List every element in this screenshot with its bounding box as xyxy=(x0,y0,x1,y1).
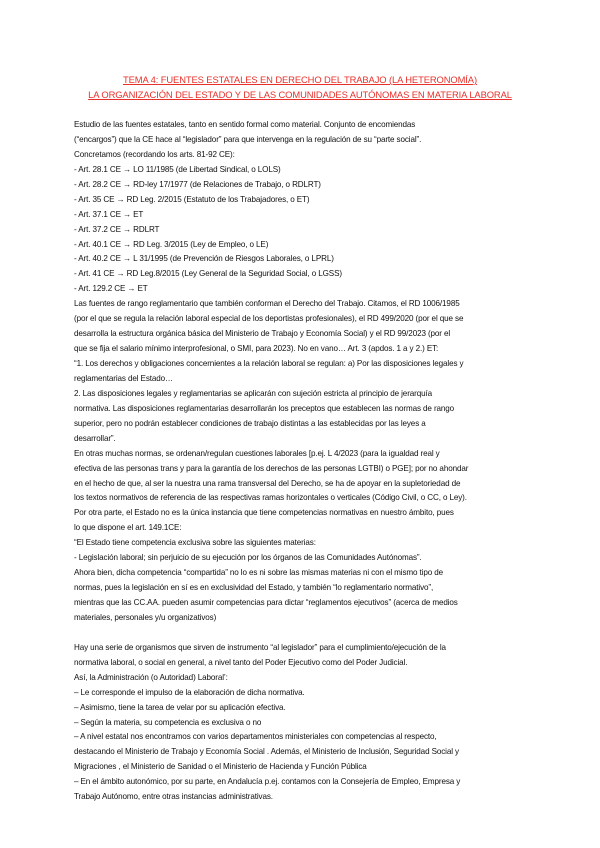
text-line: – Según la materia, su competencia es exclusiva o no xyxy=(74,717,262,727)
text-line: Ahora bien, dicha competencia “compartida” no lo es ni sobre las mismas materias ni con el mismo tipo de xyxy=(74,568,444,578)
text-line: materiales, personales y/u organizativos) xyxy=(74,612,217,622)
paragraph-block-sources xyxy=(74,118,534,626)
text-line: mientras que las CC.AA. pueden asumir competencias para dictar “reglamentos ejecutivos” (acerca de medios xyxy=(74,598,458,607)
topic-subtitle: LA ORGANIZACIÓN DEL ESTADO Y DE LAS COMUNIDADES AUTÓNOMAS EN MATERIA LABORAL xyxy=(88,89,512,100)
text-line: normativa. Las disposiciones reglamentarias desarrollarán los preceptos que establecen las normas de rango xyxy=(74,403,455,413)
text-line: que se fija el salario mínimo interprofesional, o SMI, para 2023). No en vano… Art. 3 (apdos. 1 a y 2.) ET: xyxy=(74,344,439,354)
text-line: En otras muchas normas, se ordenan/regulan cuestiones laborales [p.ej. L 4/2023 (para la igualdad real y xyxy=(74,448,440,458)
text-line: - Art. 40.1 CE → RD Leg. 3/2015 (Ley de Empleo, o LE) xyxy=(74,239,269,249)
text-line: Concretamos (recordando los arts. 81-92 CE): xyxy=(74,149,235,159)
text-line: - Art. 40.2 CE → L 31/1995 (de Prevención de Riesgos Laborales, o LPRL) xyxy=(74,254,334,264)
text-line: los textos normativos de referencia de las respectivas ramas horizontales o verticales (Código Civil, o CC, o Ley). xyxy=(74,493,467,503)
text-line: (por el que se regula la relación laboral especial de los deportistas profesionales), el RD 499/2020 (por el que se xyxy=(74,314,464,324)
text-line: - Art. 37.2 CE → RDLRT xyxy=(74,224,160,234)
text-line: normas, pues la legislación en sí es en exclusividad del Estado, y también “lo reglamentario normativo”, xyxy=(74,583,434,593)
text-line: Por otra parte, el Estado no es la única instancia que tiene competencias normativas en nuestro ámbito, pues xyxy=(74,508,454,518)
text-line: Estudio de las fuentes estatales, tanto en sentido formal como material. Conjunto de encomiendas xyxy=(74,120,416,129)
paragraph-block-administration xyxy=(74,641,534,805)
text-line: destacando el Ministerio de Trabajo y Economía Social . Además, el Ministerio de Inclusión, Seguridad Social y xyxy=(74,747,459,757)
text-line: 2. Las disposiciones legales y reglamentarias se aplicarán con sujeción estricta al principio de jerarquía xyxy=(74,388,432,398)
text-line: (“encargos”) que la CE hace al “legislador” para que intervenga en la regulación de su “parte social”. xyxy=(74,134,422,144)
text-line: - Art. 35 CE → RD Leg. 2/2015 (Estatuto de los Trabajadores, o ET) xyxy=(74,194,310,204)
text-line: en el hecho de que, al ser la nuestra una rama transversal del Derecho, se ha de apoyar en la supletoriedad de xyxy=(74,478,461,488)
text-line: Migraciones , el Ministerio de Sanidad o el Ministerio de Hacienda y Función Pública xyxy=(74,762,367,772)
text-line: – En el ámbito autonómico, por su parte, en Andalucía p.ej. contamos con la Consejería de Empleo, Empresa y xyxy=(74,777,461,787)
text-line: – A nivel estatal nos encontramos con varios departamentos ministeriales con competencias al respecto, xyxy=(74,732,437,742)
document-body xyxy=(74,118,534,805)
text-line: superior, pero no podrán establecer condiciones de trabajo distintas a las establecidas por las leyes a xyxy=(74,418,426,428)
text-line: - Art. 41 CE → RD Leg.8/2015 (Ley General de la Seguridad Social, o LGSS) xyxy=(74,269,342,279)
text-line: desarrolla la estructura orgánica básica del Ministerio de Trabajo y Economía Social) y el RD 99/2023 (por el xyxy=(74,329,451,339)
text-line: - Legislación laboral; sin perjuicio de su ejecución por los órganos de las Comunidades Autónomas”. xyxy=(74,553,422,563)
text-line: reglamentarias del Estado… xyxy=(74,373,174,383)
text-line: desarrollar”. xyxy=(74,433,116,443)
text-line: Así, la Administración (o Autoridad) Laboral’: xyxy=(74,672,228,682)
text-line: lo que dispone el art. 149.1CE: xyxy=(74,523,182,533)
text-line: - Art. 28.1 CE → LO 11/1985 (de Libertad Sindical, o LOLS) xyxy=(74,164,281,174)
text-line: Trabajo Autónomo, entre otras instancias administrativas. xyxy=(74,792,273,802)
paragraph-gap xyxy=(74,626,534,641)
text-line: – Le corresponde el impulso de la elaboración de dicha normativa. xyxy=(74,687,305,697)
text-line: – Asimismo, tiene la tarea de velar por su aplicación efectiva. xyxy=(74,702,286,712)
topic-title: TEMA 4: FUENTES ESTATALES EN DERECHO DEL TRABAJO (LA HETERONOMÍA) xyxy=(123,74,477,85)
text-line: efectiva de las personas trans y para la garantía de los derechos de las personas LGTBI) o PGE]; por no ahondar xyxy=(74,463,469,473)
text-line: - Art. 129.2 CE → ET xyxy=(74,284,148,294)
text-line: Hay una serie de organismos que sirven de instrumento “al legislador” para el cumplimiento/ejecución de la xyxy=(74,642,446,652)
text-line: “1. Los derechos y obligaciones concernientes a la relación laboral se regulan: a) Por las disposiciones legales y xyxy=(74,359,464,368)
text-line: - Art. 28.2 CE → RD-ley 17/1977 (de Relaciones de Trabajo, o RDLRT) xyxy=(74,179,321,189)
text-line: Las fuentes de rango reglamentario que también conforman el Derecho del Trabajo. Citamos, el RD 1006/1985 xyxy=(74,299,460,309)
text-line: “El Estado tiene competencia exclusiva sobre las siguientes materias: xyxy=(74,538,316,548)
text-line: - Art. 37.1 CE → ET xyxy=(74,209,144,219)
text-line: normativa laboral, o social en general, a nivel tanto del Poder Ejecutivo como del Poder Judicial. xyxy=(74,657,408,667)
